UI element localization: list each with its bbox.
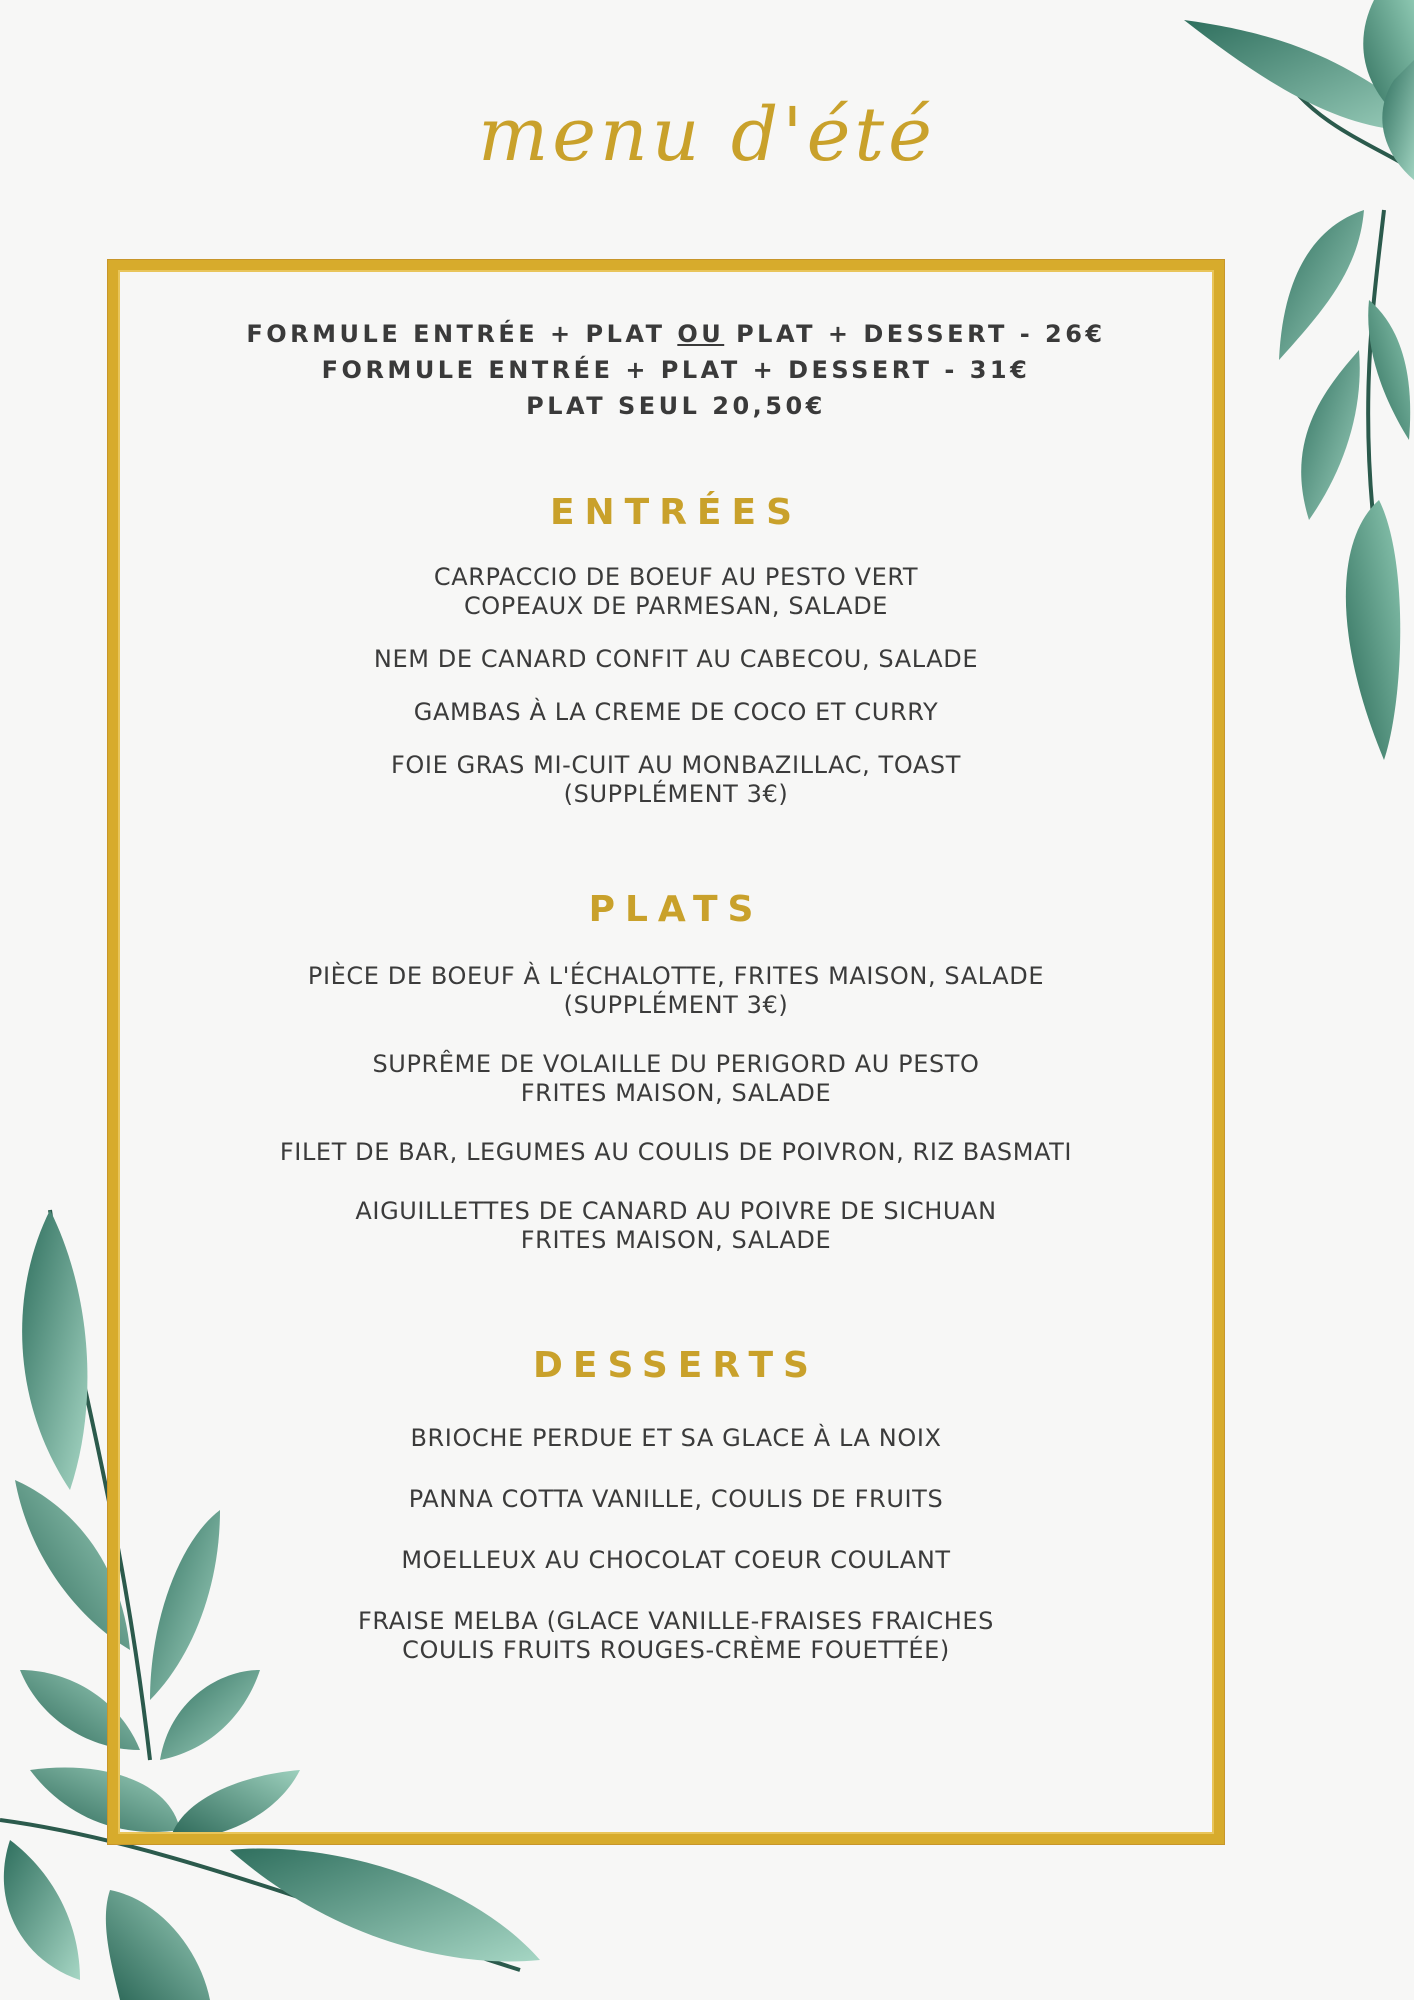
section-title-entrees: ENTRÉES (549, 492, 803, 533)
menu-item: GAMBAS À LA CREME DE COCO ET CURRY (413, 698, 939, 726)
formule-ou: OU (677, 320, 725, 348)
menu-item: PIÈCE DE BOEUF À L'ÉCHALOTTE, FRITES MAISON, SALADE (SUPPLÉMENT 3€) (307, 962, 1045, 1019)
menu-item: AIGUILLETTES DE CANARD AU POIVRE DE SICHUAN FRITES MAISON, SALADE (355, 1197, 997, 1254)
formules (118, 316, 1234, 424)
menu-item: MOELLEUX AU CHOCOLAT COEUR COULANT (401, 1546, 951, 1574)
menu-item: FILET DE BAR, LEGUMES AU COULIS DE POIVRON, RIZ BASMATI (279, 1138, 1073, 1166)
section-title-plats: PLATS (588, 889, 764, 930)
menu-item: BRIOCHE PERDUE ET SA GLACE À LA NOIX (410, 1424, 942, 1452)
menu-item: SUPRÊME DE VOLAILLE DU PERIGORD AU PESTO FRITES MAISON, SALADE (372, 1050, 980, 1107)
menu-item: PANNA COTTA VANILLE, COULIS DE FRUITS (408, 1485, 944, 1513)
section-title-desserts: DESSERTS (533, 1345, 819, 1386)
menu-item: FOIE GRAS MI-CUIT AU MONBAZILLAC, TOAST (SUPPLÉMENT 3€) (391, 751, 961, 808)
menu-item: NEM DE CANARD CONFIT AU CABECOU, SALADE (373, 645, 979, 673)
menu-item: CARPACCIO DE BOEUF AU PESTO VERT COPEAUX DE PARMESAN, SALADE (433, 563, 919, 620)
formule-line-3: PLAT SEUL 20,50€ (526, 392, 826, 420)
menu-item: FRAISE MELBA (GLACE VANILLE-FRAISES FRAICHES COULIS FRUITS ROUGES-CRÈME FOUETTÉE) (358, 1607, 994, 1664)
formule-line-2: FORMULE ENTRÉE + PLAT + DESSERT - 31€ (321, 356, 1031, 384)
menu-title: menu d'été (478, 92, 936, 178)
formule-line-1: FORMULE ENTRÉE + PLAT OU PLAT + DESSERT - 26€ (246, 320, 1106, 348)
menu-content (118, 270, 1234, 1665)
